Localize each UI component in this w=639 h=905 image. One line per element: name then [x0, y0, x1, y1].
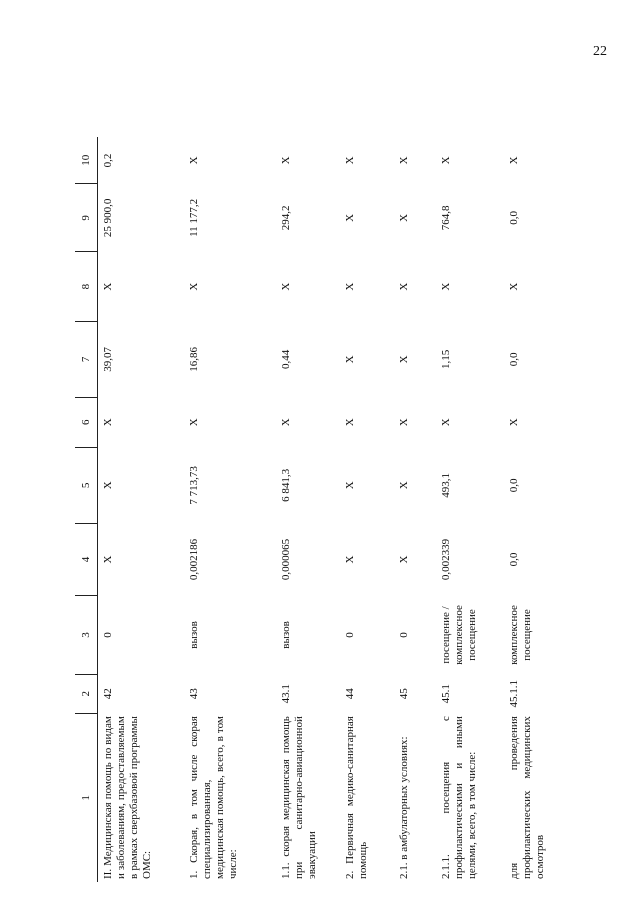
- page-number: 22: [593, 44, 607, 59]
- value-cell: X: [440, 418, 452, 427]
- column-header-7: 7: [75, 321, 98, 397]
- value-cell: X: [344, 213, 356, 222]
- value-cell: X: [398, 418, 410, 427]
- value-cell: 0,0: [508, 478, 520, 493]
- row-code: 42: [102, 688, 114, 700]
- value-cell: X: [280, 156, 292, 165]
- row-label: 2.1. в амбулаторных условиях:: [398, 736, 410, 879]
- value-cell: X: [440, 282, 452, 291]
- value-cell: X: [508, 282, 520, 291]
- unit-cell: 0: [398, 632, 410, 638]
- value-cell: X: [188, 282, 200, 291]
- row-code: 43: [188, 688, 200, 700]
- value-cell: 16,86: [188, 346, 200, 372]
- row-code: 43.1: [280, 684, 292, 704]
- column-header-2: 2: [75, 674, 98, 713]
- unit-cell: вызов: [188, 621, 200, 649]
- value-cell: X: [398, 156, 410, 165]
- column-header-10: 10: [75, 137, 98, 184]
- data-table: [75, 137, 568, 882]
- column-header-9: 9: [75, 184, 98, 252]
- value-cell: X: [188, 418, 200, 427]
- column-header-8: 8: [75, 252, 98, 322]
- value-cell: X: [398, 481, 410, 490]
- column-header-4: 4: [75, 523, 98, 595]
- value-cell: X: [102, 282, 114, 291]
- value-cell: X: [398, 555, 410, 564]
- value-cell: 294,2: [280, 205, 292, 231]
- table-row: [504, 137, 568, 882]
- table-row: [436, 137, 504, 882]
- value-cell: X: [440, 156, 452, 165]
- value-cell: X: [398, 355, 410, 364]
- table-row: [276, 137, 340, 882]
- value-cell: 493,1: [440, 472, 452, 498]
- value-cell: X: [508, 156, 520, 165]
- value-cell: 6 841,3: [280, 468, 292, 502]
- value-cell: X: [344, 355, 356, 364]
- value-cell: 0,2: [102, 153, 114, 168]
- value-cell: 0,0: [508, 552, 520, 567]
- value-cell: 0,002339: [440, 538, 452, 581]
- row-label: 1. Скорая, в том числе скорая специализированная, медицинская помощь, всего, в том числе:: [188, 716, 239, 879]
- row-code: 45: [398, 688, 410, 700]
- value-cell: X: [102, 481, 114, 490]
- column-header-3: 3: [75, 596, 98, 675]
- value-cell: X: [188, 156, 200, 165]
- value-cell: 0,0: [508, 211, 520, 225]
- value-cell: 0,44: [280, 349, 292, 369]
- row-label: 2. Первичная медико-санитарная помощь: [344, 716, 369, 879]
- rotated-table: [75, 137, 590, 882]
- table-row: [184, 137, 276, 882]
- value-cell: 39,07: [102, 346, 114, 372]
- value-cell: 0,000065: [280, 538, 292, 581]
- table-row: [98, 137, 185, 882]
- value-cell: X: [344, 156, 356, 165]
- unit-cell: 0: [344, 632, 356, 638]
- unit-cell: комплексное посещение: [508, 605, 533, 665]
- table-header-row: [75, 137, 98, 882]
- value-cell: X: [102, 418, 114, 427]
- column-header-6: 6: [75, 397, 98, 447]
- table-row: [340, 137, 394, 882]
- value-cell: X: [508, 418, 520, 427]
- value-cell: X: [280, 282, 292, 291]
- row-code: 45.1: [440, 684, 452, 704]
- value-cell: 7 713,73: [188, 466, 200, 505]
- value-cell: X: [344, 282, 356, 291]
- column-header-5: 5: [75, 447, 98, 523]
- value-cell: 764,8: [440, 205, 452, 231]
- value-cell: 25 900,0: [102, 198, 114, 238]
- value-cell: 1,15: [440, 349, 452, 369]
- value-cell: X: [280, 418, 292, 427]
- value-cell: X: [344, 555, 356, 564]
- row-label: II. Медицинская помощь по видам и заболеваниям, предоставляемым в рамках сверхбазовой программы ОМС:: [102, 716, 153, 879]
- unit-cell: 0: [102, 632, 114, 638]
- value-cell: X: [398, 282, 410, 291]
- value-cell: X: [344, 418, 356, 427]
- value-cell: 0,0: [508, 352, 520, 367]
- row-label: 2.1.1. посещения с профилактическими и иными целями, всего, в том числе:: [440, 716, 478, 879]
- value-cell: X: [344, 481, 356, 490]
- column-header-1: 1: [75, 713, 98, 882]
- row-code: 45.1.1: [508, 679, 520, 708]
- row-code: 44: [344, 688, 356, 700]
- value-cell: X: [398, 213, 410, 222]
- value-cell: 11 177,2: [188, 198, 200, 237]
- row-label: для проведения профилактических медицинских осмотров: [508, 716, 546, 879]
- unit-cell: вызов: [280, 621, 292, 649]
- value-cell: X: [102, 555, 114, 564]
- table-row: [394, 137, 436, 882]
- unit-cell: посещение / комплексное посещение: [440, 605, 478, 665]
- row-label: 1.1. скорая медицинская помощь при санитарно-авиационной эвакуации: [280, 716, 318, 879]
- value-cell: 0,002186: [188, 538, 200, 581]
